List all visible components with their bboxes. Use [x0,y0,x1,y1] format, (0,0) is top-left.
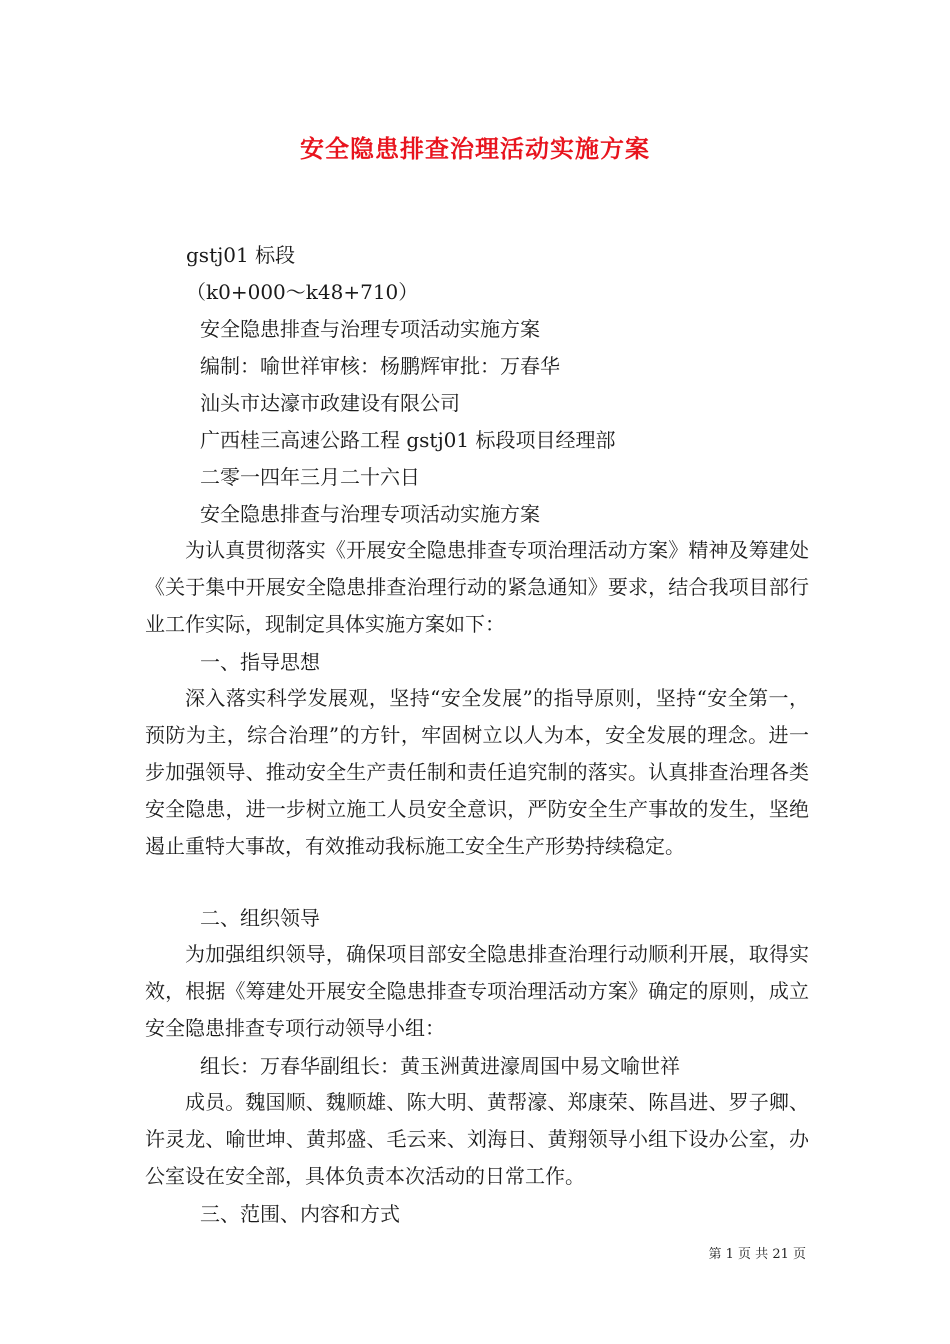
members-paragraph: 成员。魏国顺、魏顺雄、陈大明、黄帮濠、郑康荣、陈昌进、罗子卿、许灵龙、喻世坤、黄邦盛、毛云来、刘海日、黄翔领导小组下设办公室，办公室设在安全部，具体负责本次活动的日常工作。 [145,1090,809,1188]
chainage-range: （k0+000～k48+710） [186,280,419,304]
company-name: 汕头市达濠市政建设有限公司 [200,391,460,415]
section-heading: 二、组织领导 [200,906,320,930]
page-number: 第 1 页 共 21 页 [708,1247,806,1262]
section-code: gstj01 标段 [186,243,296,267]
cover-subtitle-repeat: 安全隐患排查与治理专项活动实施方案 [200,502,540,526]
section-heading: 一、指导思想 [200,650,320,674]
document-title: 安全隐患排查治理活动实施方案 [300,134,650,163]
organization-paragraph: 为加强组织领导，确保项目部安全隐患排查治理行动顺利开展，取得实效，根据《筹建处开展安全隐患排查专项治理活动方案》确定的原则，成立安全隐患排查专项行动领导小组： [145,942,809,1040]
section-heading: 三、范围、内容和方式 [200,1202,400,1226]
project-department: 广西桂三高速公路工程 gstj01 标段项目经理部 [200,428,616,452]
cover-subtitle: 安全隐患排查与治理专项活动实施方案 [200,317,540,341]
guiding-ideology-paragraph: 深入落实科学发展观，坚持“安全发展”的指导原则，坚持“安全第一，预防为主，综合治理”的方针，牢固树立以人为本，安全发展的理念。进一步加强领导、推动安全生产责任制和责任追究制的落实。认真排查治理各类安全隐患，进一步树立施工人员安全意识，严防安全生产事故的发生，坚绝遏止重特大事故，有效推动我标施工安全生产形势持续稳定。 [145,686,809,858]
leaders-line: 组长：万春华副组长：黄玉洲黄进濠周国中易文喻世祥 [200,1054,680,1078]
document-date: 二零一四年三月二十六日 [200,465,420,489]
intro-paragraph: 为认真贯彻落实《开展安全隐患排查专项治理活动方案》精神及筹建处《关于集中开展安全隐患排查治理行动的紧急通知》要求，结合我项目部行业工作实际，现制定具体实施方案如下： [145,538,809,636]
staff-line: 编制：喻世祥审核：杨鹏辉审批：万春华 [200,354,560,378]
